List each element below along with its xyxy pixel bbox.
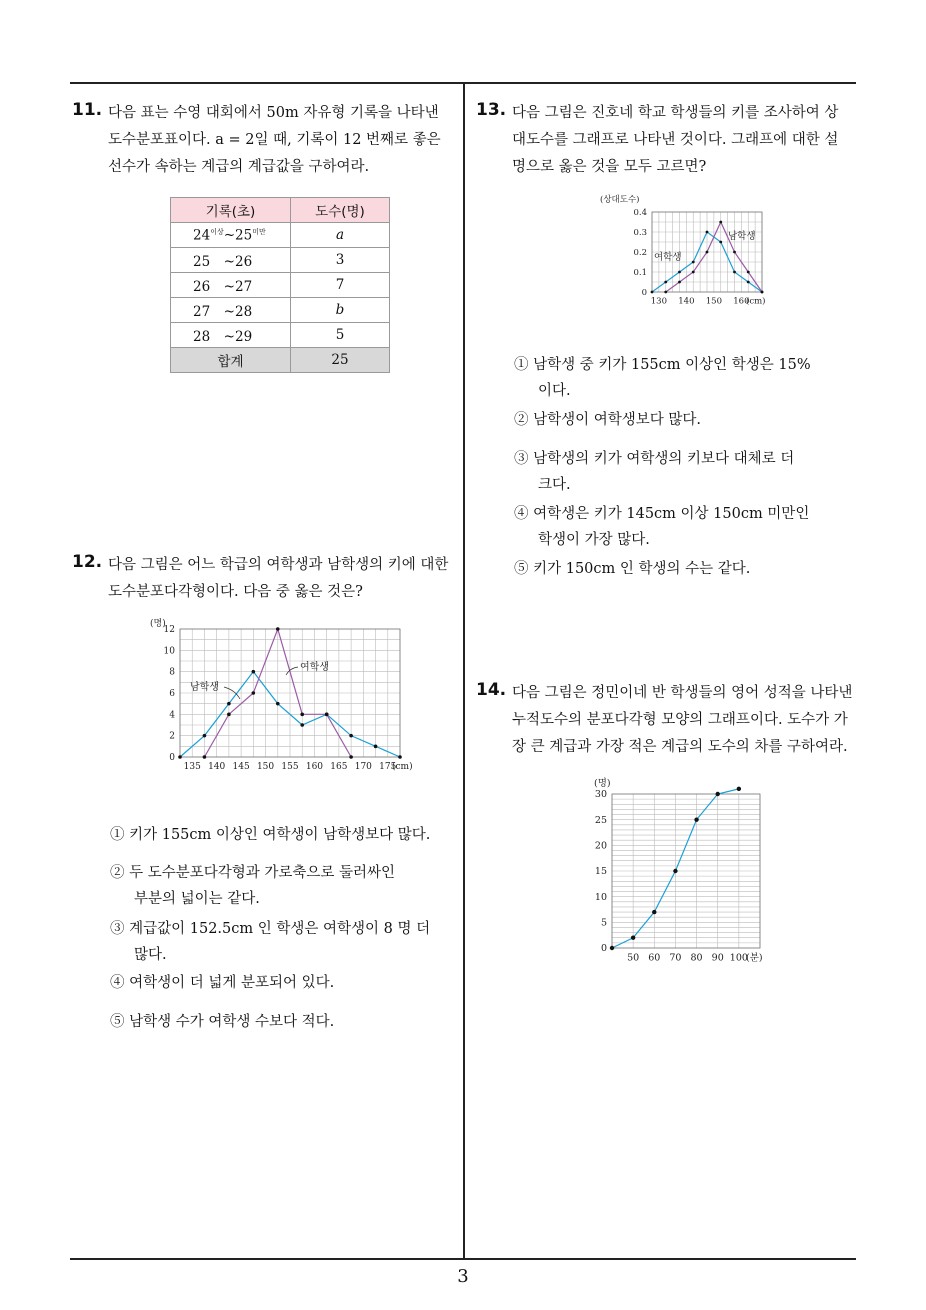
table-cell: 26 ~27 bbox=[171, 273, 291, 298]
data-point bbox=[737, 787, 741, 791]
x-tick-label: 100 bbox=[729, 952, 748, 964]
page-number: 3 bbox=[457, 1266, 469, 1287]
frequency-table bbox=[170, 197, 390, 373]
option-2[interactable]: ② 두 도수분포다각형과 가로축으로 둘러싸인 부분의 넓이는 같다. bbox=[110, 865, 396, 907]
table-cell: 3 bbox=[291, 248, 390, 273]
question-text bbox=[108, 552, 448, 606]
question-line: 누적도수의 분포다각형 모양의 그래프이다. 도수가 가 bbox=[512, 712, 848, 728]
x-tick-label: 80 bbox=[690, 952, 703, 964]
q12-height-polygon-chart bbox=[140, 615, 420, 780]
data-point bbox=[276, 627, 280, 631]
data-point bbox=[203, 755, 207, 759]
data-point bbox=[747, 271, 750, 274]
data-point bbox=[761, 291, 764, 294]
y-tick-label: 0.4 bbox=[633, 207, 647, 218]
y-tick-label: 10 bbox=[163, 646, 175, 657]
question-line: 도수분포다각형이다. 다음 중 옳은 것은? bbox=[108, 584, 363, 600]
data-point bbox=[651, 291, 654, 294]
x-tick-label: 60 bbox=[648, 952, 661, 964]
question-line: 도수분포표이다. a = 2일 때, 기록이 12 번째로 좋은 bbox=[108, 132, 441, 148]
series-label: 여학생 bbox=[654, 252, 682, 263]
series-label-leader bbox=[286, 667, 298, 675]
x-tick-label: 70 bbox=[669, 952, 682, 964]
x-tick-label: 135 bbox=[183, 762, 201, 772]
y-tick-label: 0 bbox=[169, 753, 175, 763]
data-point bbox=[706, 251, 709, 254]
option-5[interactable]: ⑤ 남학생 수가 여학생 수보다 적다. bbox=[110, 1014, 335, 1030]
q14-cumulative-frequency-chart bbox=[586, 772, 786, 968]
y-axis-label: (명) bbox=[150, 619, 166, 629]
data-point bbox=[178, 755, 182, 759]
table-cell: 7 bbox=[291, 273, 390, 298]
question-text bbox=[512, 680, 852, 761]
q13-relative-frequency-chart bbox=[596, 190, 786, 308]
option-3[interactable]: ③ 계급값이 152.5cm 인 학생은 여학생이 8 명 더 많다. bbox=[110, 921, 431, 963]
data-point bbox=[300, 713, 304, 717]
table-cell: 5 bbox=[291, 323, 390, 348]
question-number: 14. bbox=[476, 680, 507, 700]
x-tick-label: 170 bbox=[354, 762, 372, 772]
y-tick-label: 0.3 bbox=[633, 227, 647, 238]
data-point bbox=[719, 221, 722, 224]
y-tick-label: 20 bbox=[594, 840, 607, 852]
option-2[interactable]: ② 남학생이 여학생보다 많다. bbox=[514, 412, 702, 428]
question-number: 13. bbox=[476, 100, 507, 120]
option-4[interactable]: ④ 여학생은 키가 145cm 이상 150cm 미만인 학생이 가장 많다. bbox=[514, 506, 810, 548]
y-axis-label: (상대도수) bbox=[600, 195, 640, 205]
data-point bbox=[719, 241, 722, 244]
table-row bbox=[171, 323, 390, 348]
x-tick-label: 140 bbox=[208, 762, 226, 772]
x-tick-label: 150 bbox=[705, 296, 722, 307]
table-header: 기록(초) bbox=[171, 198, 291, 223]
option-3[interactable]: ③ 남학생의 키가 여학생의 키보다 대체로 더 크다. bbox=[514, 451, 795, 493]
data-point bbox=[733, 271, 736, 274]
y-tick-label: 0 bbox=[600, 943, 607, 955]
data-point bbox=[716, 792, 720, 796]
question-line: 다음 그림은 진호네 학교 학생들의 키를 조사하여 상 bbox=[512, 105, 839, 121]
x-unit-label: (분) bbox=[746, 952, 763, 964]
option-4[interactable]: ④ 여학생이 더 넓게 분포되어 있다. bbox=[110, 975, 335, 991]
y-tick-label: 0.2 bbox=[633, 247, 647, 258]
option-1[interactable]: ① 키가 155cm 이상인 여학생이 남학생보다 많다. bbox=[110, 827, 431, 843]
table-header-row bbox=[171, 198, 390, 223]
x-tick-label: 175 bbox=[379, 762, 397, 772]
question-line: 대도수를 그래프로 나타낸 것이다. 그래프에 대한 설 bbox=[512, 132, 839, 148]
data-point bbox=[349, 734, 353, 738]
data-point bbox=[227, 713, 231, 717]
data-point bbox=[631, 936, 635, 940]
data-point bbox=[227, 702, 231, 706]
data-point bbox=[610, 946, 614, 950]
question-number: 12. bbox=[72, 552, 103, 572]
data-point bbox=[349, 755, 353, 759]
data-point bbox=[747, 281, 750, 284]
data-point bbox=[398, 755, 402, 759]
y-tick-label: 8 bbox=[169, 667, 175, 678]
y-tick-label: 4 bbox=[169, 710, 175, 721]
series-label: 남학생 bbox=[728, 231, 756, 242]
y-tick-label: 15 bbox=[594, 866, 607, 878]
x-tick-label: 155 bbox=[281, 762, 299, 772]
y-tick-label: 10 bbox=[594, 891, 607, 903]
table-cell: 합계 bbox=[171, 348, 291, 373]
x-tick-label: 160 bbox=[305, 762, 324, 772]
table-header: 도수(명) bbox=[291, 198, 390, 223]
data-point bbox=[694, 817, 698, 821]
question-line: 명으로 옳은 것을 모두 고르면? bbox=[512, 159, 707, 175]
data-point bbox=[252, 691, 256, 695]
table-cell: 28 ~29 bbox=[171, 323, 291, 348]
data-point bbox=[733, 251, 736, 254]
question-text bbox=[512, 100, 838, 181]
table-row bbox=[171, 223, 390, 248]
table-cell: 25 ~26 bbox=[171, 248, 291, 273]
table-row bbox=[171, 298, 390, 323]
x-tick-label: 50 bbox=[627, 952, 640, 964]
question-number: 11. bbox=[72, 100, 103, 120]
table-total-row bbox=[171, 348, 390, 373]
question-text bbox=[108, 100, 441, 181]
option-5[interactable]: ⑤ 키가 150cm 인 학생의 수는 같다. bbox=[514, 561, 751, 577]
data-point bbox=[374, 745, 378, 749]
x-tick-label: 160 bbox=[733, 296, 750, 307]
data-point bbox=[678, 271, 681, 274]
column-divider bbox=[463, 82, 465, 1260]
x-tick-label: 140 bbox=[678, 296, 695, 307]
data-point bbox=[325, 713, 329, 717]
data-point bbox=[276, 702, 280, 706]
table-row bbox=[171, 248, 390, 273]
question-line: 다음 표는 수영 대회에서 50m 자유형 기록을 나타낸 bbox=[108, 105, 439, 121]
bottom-rule bbox=[70, 1258, 856, 1260]
y-tick-label: 0.1 bbox=[633, 267, 647, 278]
x-unit-label: (cm) bbox=[392, 762, 413, 772]
series-label: 여학생 bbox=[300, 662, 329, 673]
y-tick-label: 2 bbox=[169, 731, 175, 742]
x-tick-label: 150 bbox=[256, 762, 275, 772]
data-point bbox=[678, 281, 681, 284]
x-unit-label: (cm) bbox=[746, 296, 766, 307]
x-tick-label: 145 bbox=[232, 762, 250, 772]
y-tick-label: 6 bbox=[169, 689, 175, 699]
data-point bbox=[300, 723, 304, 727]
x-tick-label: 90 bbox=[711, 952, 724, 964]
table-row bbox=[171, 273, 390, 298]
data-point bbox=[664, 281, 667, 284]
y-axis-label: (명) bbox=[594, 778, 611, 789]
data-point bbox=[692, 261, 695, 264]
table-cell: 25 bbox=[291, 348, 390, 373]
option-1[interactable]: ① 남학생 중 키가 155cm 이상인 학생은 15% 이다. bbox=[514, 357, 811, 399]
data-point bbox=[706, 231, 709, 234]
table-cell: b bbox=[291, 298, 390, 323]
data-point bbox=[664, 291, 667, 294]
data-point bbox=[673, 869, 677, 873]
table-cell: 27 ~28 bbox=[171, 298, 291, 323]
y-tick-label: 5 bbox=[600, 917, 607, 929]
data-point bbox=[652, 910, 656, 914]
y-tick-label: 30 bbox=[594, 789, 607, 801]
table-cell: $24^{이상}\sim 25^{미만}$ bbox=[171, 223, 291, 248]
question-line: 장 큰 계급과 가장 적은 계급의 도수의 차를 구하여라. bbox=[512, 739, 848, 755]
question-line: 다음 그림은 어느 학급의 여학생과 남학생의 키에 대한 bbox=[108, 557, 449, 573]
data-point bbox=[252, 670, 256, 674]
y-tick-label: 0 bbox=[641, 287, 647, 298]
data-point bbox=[203, 734, 207, 738]
question-line: 다음 그림은 정민이네 반 학생들의 영어 성적을 나타낸 bbox=[512, 685, 853, 701]
x-tick-label: 130 bbox=[650, 296, 667, 307]
series-label: 남학생 bbox=[190, 682, 219, 693]
data-point bbox=[692, 271, 695, 274]
y-tick-label: 25 bbox=[594, 814, 607, 826]
x-tick-label: 165 bbox=[330, 762, 348, 772]
question-line: 선수가 속하는 계급의 계급값을 구하여라. bbox=[108, 159, 370, 175]
y-tick-label: 12 bbox=[163, 625, 175, 635]
table-cell: a bbox=[291, 223, 390, 248]
